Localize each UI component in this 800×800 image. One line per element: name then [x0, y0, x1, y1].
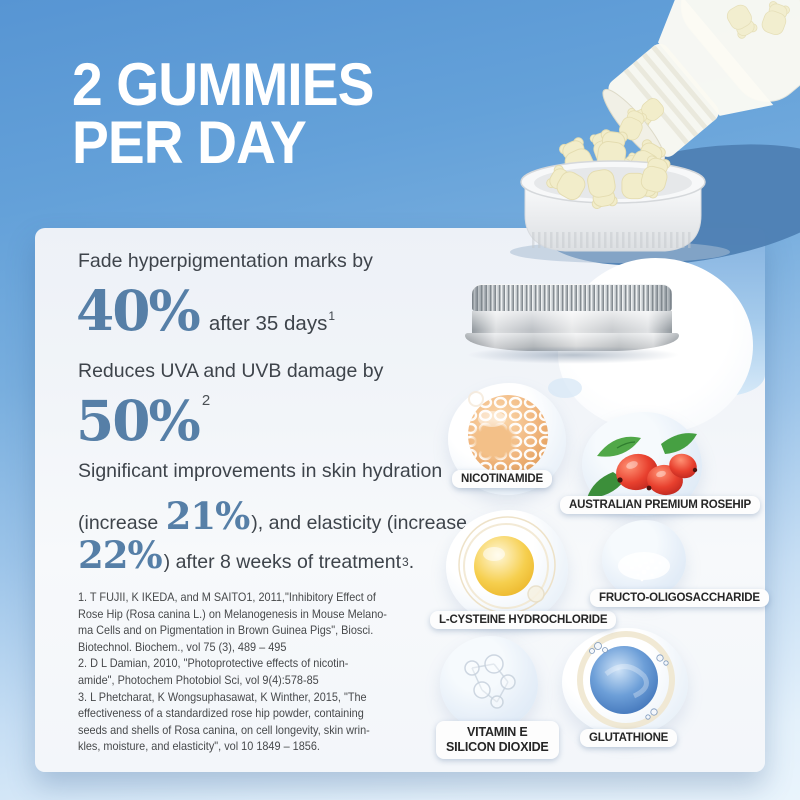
- ingredient-label-cysteine: L-CYSTEINE HYDROCHLORIDE: [430, 611, 616, 629]
- ingredient-label-fructo: FRUCTO-OLIGOSACCHARIDE: [590, 589, 769, 607]
- ingredient-label-vitamin-e: [436, 721, 559, 759]
- lid-ribbed-band: [472, 284, 672, 311]
- hydration-footnote: 3: [402, 555, 409, 569]
- vitamin-e-bubble: [440, 636, 538, 730]
- silicon-dioxide-line-2: SILICON DIOXIDE: [446, 740, 549, 754]
- stat-2-value: [76, 388, 210, 453]
- jar-lid-illustration: [472, 284, 672, 351]
- reference-line: kles, moisture, and elasticity", vol 10 1849 – 1856.: [78, 740, 320, 754]
- stat-1-value: [76, 278, 335, 343]
- glutathione-sphere-icon: [562, 628, 688, 736]
- stat-1-footnote: 1: [328, 309, 336, 324]
- ingredient-label-rosehip: AUSTRALIAN PREMIUM ROSEHIP: [560, 496, 760, 514]
- reference-line: seeds and shells of Rosa canina, on cell longevity, skin wrin-: [78, 723, 370, 737]
- hydration-22-number: 22%: [78, 533, 162, 577]
- reference-line: effectiveness of a standardized rose hip powder, containing: [78, 707, 364, 721]
- references-block: [78, 590, 418, 756]
- ingredient-label-nicotinamide: NICOTINAMIDE: [452, 470, 552, 488]
- glutathione-bubble: [562, 628, 688, 736]
- product-photo-illustration: [480, 0, 800, 270]
- stat-1-number: 40%: [76, 278, 199, 343]
- vitamin-e-molecule-icon: [440, 636, 538, 730]
- hydration-line-1: Significant improvements in skin hydration: [78, 460, 443, 482]
- hydration-21-number: 21%: [165, 494, 250, 538]
- lid-smooth-band: [472, 311, 672, 333]
- fructo-powder-icon: [602, 520, 686, 598]
- reference-line: 1. T FUJII, K IKEDA, and M SAITO1, 2011,"Inhibitory Effect of: [78, 591, 376, 604]
- stat-2-number: 50%: [76, 388, 199, 453]
- hydration-line-3: 22% ) after 8 weeks of treatment $^3$ .: [78, 533, 415, 577]
- fructo-bubble: [602, 520, 686, 598]
- stat-2-label: Reduces UVA and UVB damage by: [78, 360, 384, 382]
- lid-shadow: [466, 346, 680, 364]
- vitamin-e-line-1: VITAMIN E: [467, 725, 528, 739]
- stat-2-footnote: 2: [201, 392, 211, 409]
- headline-line-2: PER DAY: [72, 109, 306, 176]
- ingredient-label-glutathione: GLUTATHIONE: [580, 729, 677, 747]
- headline: [72, 51, 374, 176]
- cysteine-bubble: [446, 510, 568, 624]
- reference-line: ma Cells and on Pigmentation in Brown Guinea Pigs", Biosci.: [78, 624, 374, 638]
- stat-1-label: Fade hyperpigmentation marks by: [78, 250, 373, 272]
- reference-line: Rose Hip (Rosa canina L.) on Melanogenesis in Mouse Melano-: [78, 607, 387, 621]
- headline-line-1: 2 GUMMIES: [72, 51, 374, 118]
- reference-line: amide", Photochem Photobiol Sci, vol 9(4):578-85: [78, 673, 319, 687]
- stat-1-suffix: after 35 days$^1$: [208, 309, 336, 335]
- reference-line: Biotechnol. Biochem., vol 75 (3), 489 – 495: [78, 640, 287, 654]
- cysteine-droplet-icon: [446, 510, 568, 624]
- reference-line: 3. L Phetcharat, K Wongsuphasawat, K Winther, 2015, "The: [78, 690, 367, 704]
- hydration-line-2: (increase 21% ), and elasticity (increase: [78, 494, 467, 538]
- reference-line: 2. D L Damian, 2010, "Photoprotective effects of nicotin-: [78, 657, 349, 671]
